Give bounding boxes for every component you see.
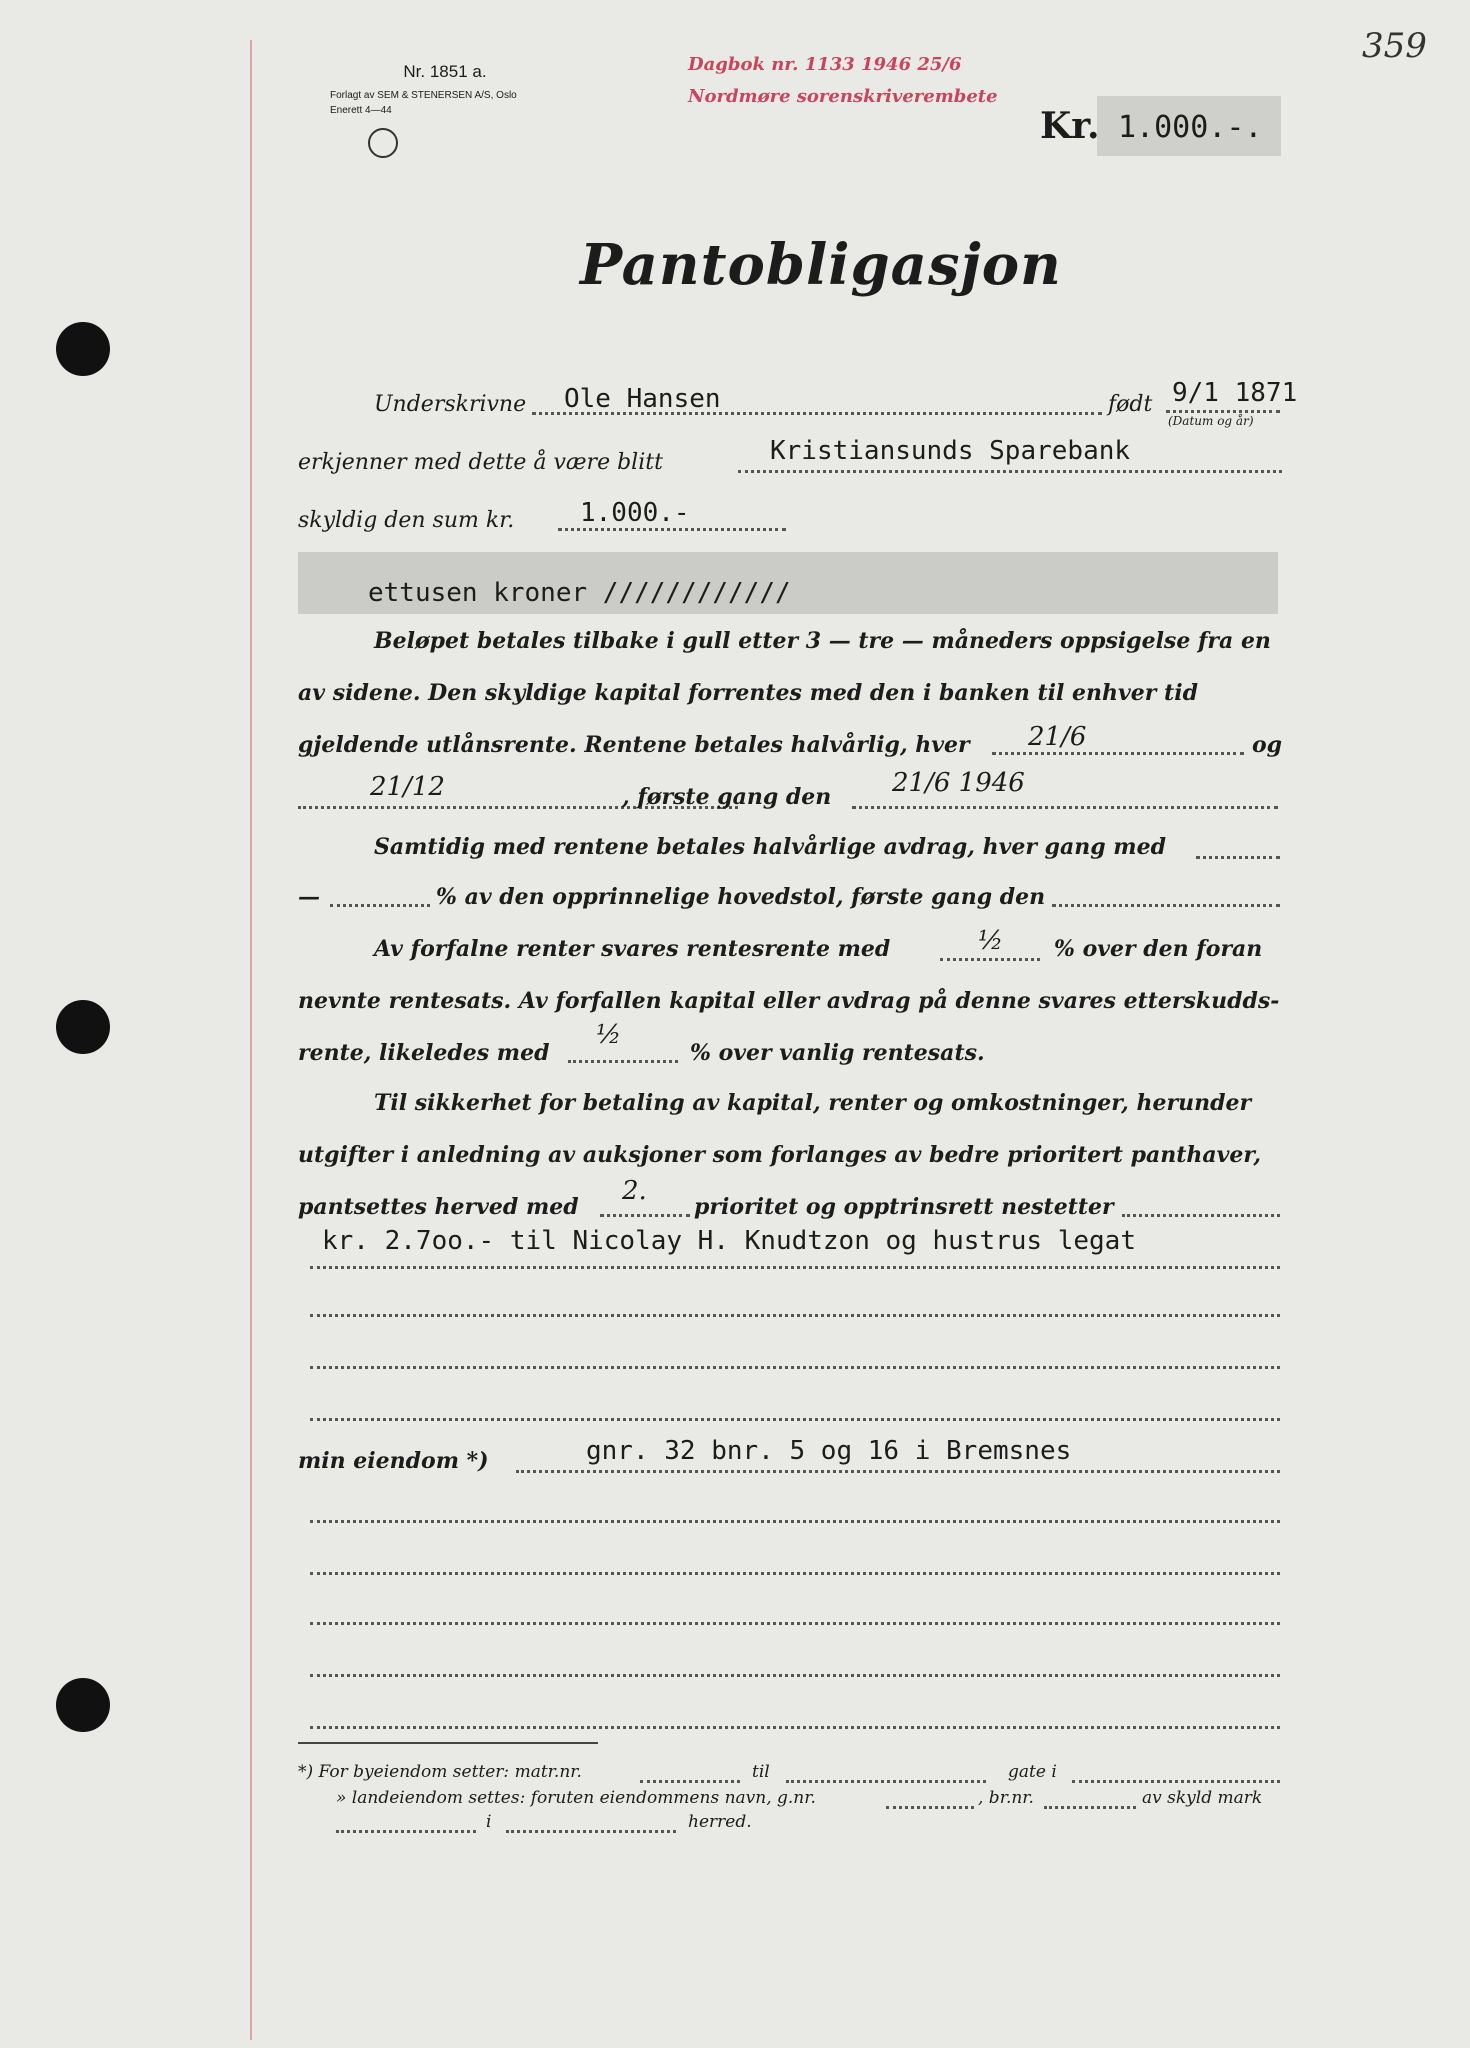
journal-stamp: Dagbok nr. 1133 1946 25/6: [688, 54, 962, 75]
dotted-fill: [310, 1726, 1280, 1729]
dotted-fill: [738, 470, 1282, 473]
dotted-fill: [310, 1314, 1280, 1317]
body-line: pantsettes herved med: [298, 1194, 579, 1220]
dotted-fill: [940, 958, 1040, 961]
footnote-line: » landeiendom settes: foruten eiendommens navn, g.nr.: [336, 1788, 816, 1808]
body-line: prioritet og opptrinsrett nestetter: [694, 1194, 1114, 1220]
eiendom-label: min eiendom *): [298, 1448, 489, 1474]
dotted-fill: [640, 1780, 740, 1783]
body-line: % av den opprinnelige hovedstol, første gang den: [436, 884, 1046, 910]
footnote-rule: [298, 1742, 598, 1744]
dotted-fill: [310, 1418, 1280, 1421]
form-number: Nr. 1851 a.: [403, 62, 487, 81]
body-line: Samtidig med rentene betales halvårlige avdrag, hver gang med: [374, 834, 1166, 860]
first-interest-date: 21/6 1946: [892, 768, 1025, 798]
compound-rate: ½: [978, 926, 1004, 956]
body-line: gjeldende utlånsrente. Rentene betales halvårlig, hver: [298, 732, 970, 758]
dotted-fill: [310, 1674, 1280, 1677]
footnote-line: *) For byeiendom setter: matr.nr.: [298, 1762, 582, 1782]
skyldig-label: skyldig den sum kr.: [298, 508, 515, 533]
kr-label: Kr.: [1040, 105, 1100, 147]
dotted-fill: [506, 1830, 676, 1833]
creditor-name: Kristiansunds Sparebank: [770, 436, 1131, 466]
folio-number: 359: [1362, 26, 1427, 66]
footnote-line: herred.: [688, 1812, 752, 1832]
footnote-line: , br.nr.: [978, 1788, 1034, 1808]
body-line: % over vanlig rentesats.: [690, 1040, 985, 1066]
punch-hole: [56, 322, 110, 376]
erkjenner-label: erkjenner med dette å være blitt: [298, 450, 663, 475]
court-stamp: Nordmøre sorenskriverembete: [688, 86, 998, 107]
body-line: rente, likeledes med: [298, 1040, 550, 1066]
footnote-line: i: [486, 1812, 492, 1832]
punch-hole: [56, 1678, 110, 1732]
dotted-fill: [1122, 1214, 1280, 1217]
body-line: nevnte rentesats. Av forfallen kapital eller avdrag på denne svares etterskudds-: [298, 988, 1280, 1014]
dotted-fill: [1072, 1780, 1280, 1783]
body-line: av sidene. Den skyldige kapital forrentes med den i banken til enhver tid: [298, 680, 1198, 706]
dotted-fill: [516, 1470, 1280, 1473]
dotted-fill: [310, 1520, 1280, 1523]
underskrivne-label: Underskrivne: [374, 392, 527, 417]
body-line: , første gang den: [622, 784, 832, 810]
interest-date-1: 21/6: [1028, 722, 1087, 752]
body-line: Beløpet betales tilbake i gull etter 3 — tre — måneders oppsigelse fra en: [374, 628, 1271, 654]
dotted-fill: [1052, 904, 1280, 907]
dotted-fill: [852, 806, 1278, 809]
publisher-logo-icon: [368, 128, 398, 158]
document-title: Pantobligasjon: [580, 232, 1062, 298]
amount-in-words: ettusen kroner ////////////: [368, 578, 791, 608]
margin-rule: [250, 40, 252, 2040]
prior-lien-text: kr. 2.7oo.- til Nicolay H. Knudtzon og hustrus legat: [322, 1226, 1136, 1256]
dotted-fill: [600, 1214, 690, 1217]
sum-amount: 1.000.-: [580, 498, 690, 528]
priority-number: 2.: [622, 1176, 647, 1206]
dotted-fill: [886, 1806, 974, 1809]
footnote-line: til: [752, 1762, 770, 1782]
body-line: % over den foran: [1054, 936, 1263, 962]
dotted-fill: [1166, 410, 1280, 413]
footnote-line: gate i: [1008, 1762, 1057, 1782]
dotted-fill: [558, 528, 786, 531]
dotted-fill: [568, 1060, 678, 1063]
copyright-line: Enerett 4—44: [330, 105, 392, 116]
dotted-fill: [310, 1572, 1280, 1575]
kr-amount: 1.000.-.: [1118, 110, 1263, 145]
dotted-fill: [992, 752, 1244, 755]
dotted-fill: [1044, 1806, 1136, 1809]
avdrag-value: —: [298, 884, 320, 910]
property-description: gnr. 32 bnr. 5 og 16 i Bremsnes: [586, 1436, 1072, 1466]
dotted-fill: [310, 1366, 1280, 1369]
fodt-label: født: [1108, 392, 1153, 417]
footnote-line: av skyld mark: [1142, 1788, 1263, 1808]
birth-date: 9/1 1871: [1172, 378, 1298, 408]
dotted-fill: [310, 1622, 1280, 1625]
debtor-name: Ole Hansen: [564, 384, 721, 414]
body-line: og: [1252, 732, 1283, 758]
default-rate: ½: [596, 1020, 622, 1050]
body-line: Til sikkerhet for betaling av kapital, renter og omkostninger, herunder: [374, 1090, 1252, 1116]
body-line: Av forfalne renter svares rentesrente med: [374, 936, 891, 962]
interest-date-2: 21/12: [370, 772, 445, 802]
datum-note: (Datum og år): [1168, 414, 1254, 428]
body-line: utgifter i anledning av auksjoner som forlanges av bedre prioritert panthaver,: [298, 1142, 1262, 1168]
publisher-line: Forlagt av SEM & STENERSEN A/S, Oslo: [330, 90, 517, 101]
dotted-fill: [336, 1830, 476, 1833]
dotted-fill: [1196, 856, 1280, 859]
punch-hole: [56, 1000, 110, 1054]
publisher-info: [330, 62, 560, 118]
dotted-fill: [310, 1266, 1280, 1269]
dotted-fill: [786, 1780, 986, 1783]
dotted-fill: [330, 904, 430, 907]
